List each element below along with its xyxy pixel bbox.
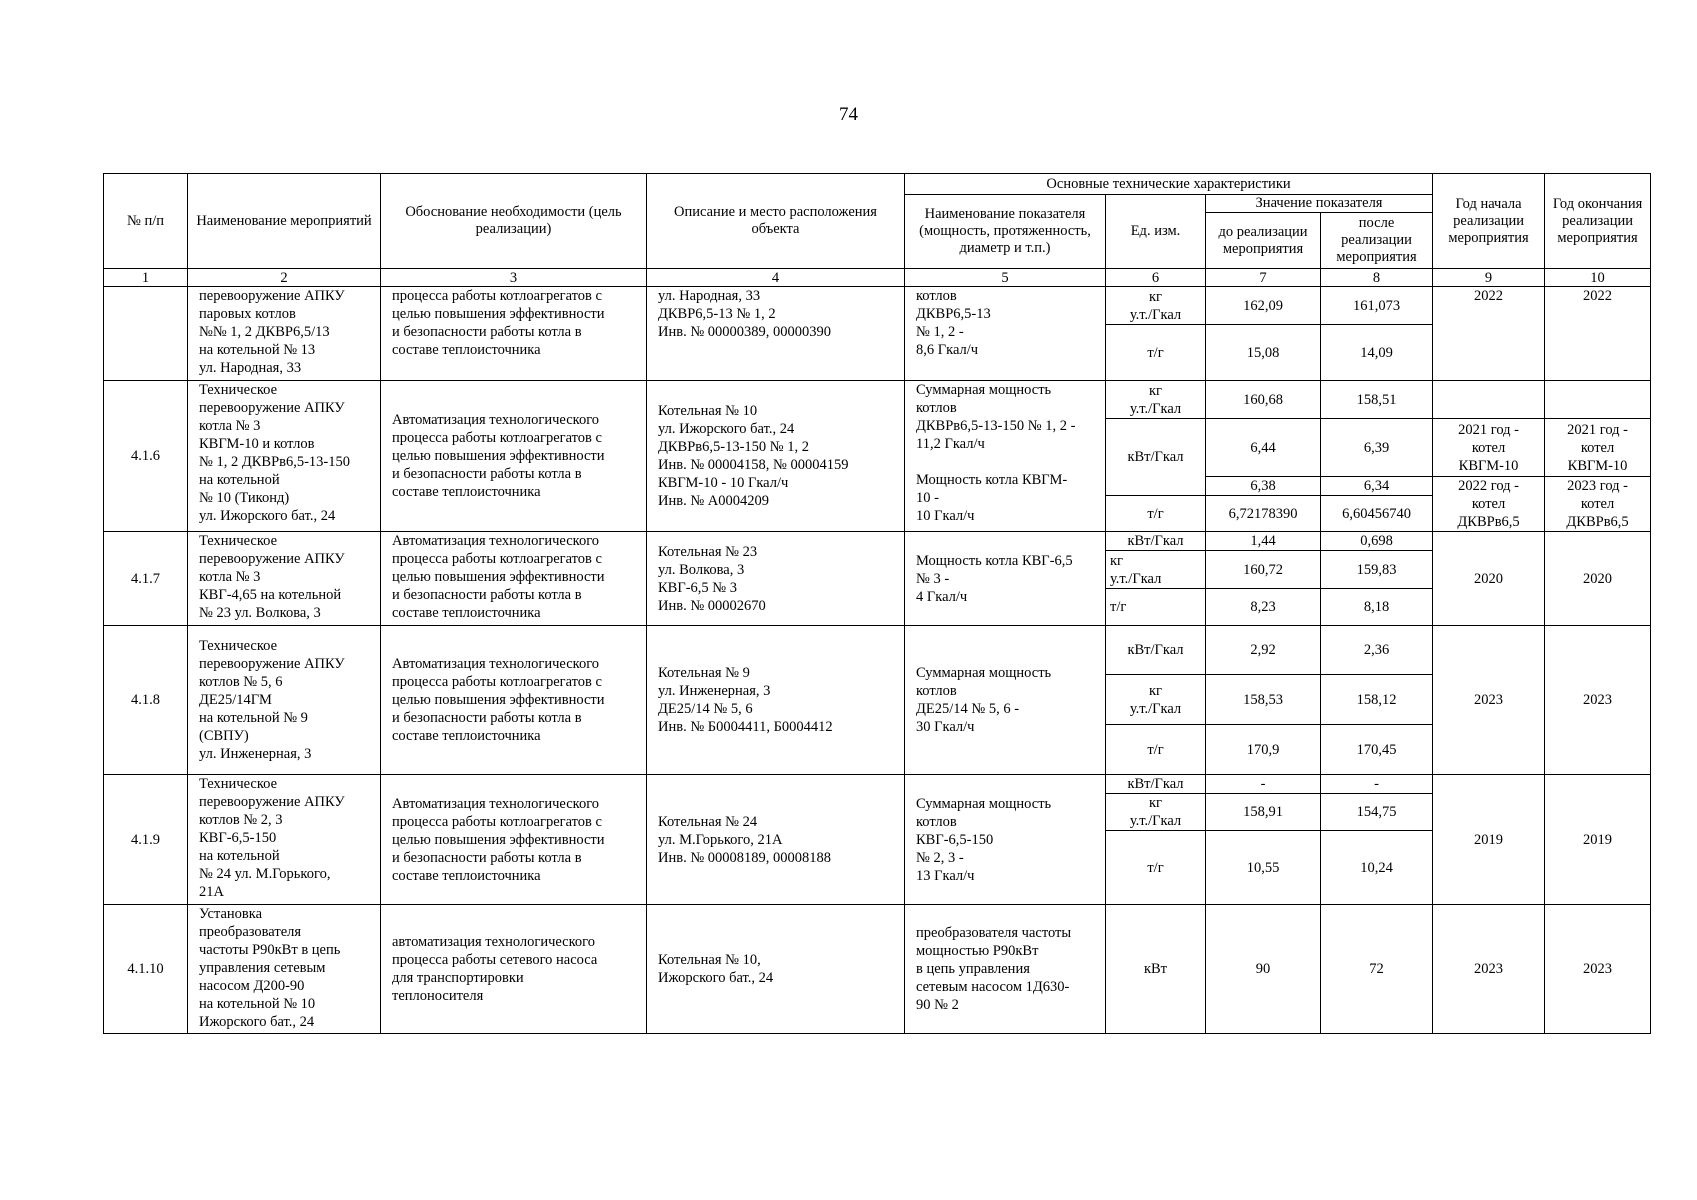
value-before: 15,08 <box>1206 325 1321 381</box>
unit: т/г <box>1106 325 1206 381</box>
indicator-name: преобразователя частоты мощностью Р90кВт в цепь управления сетевым насосом 1Д630- 90 № 2 <box>905 905 1106 1034</box>
unit: кВт/Гкал <box>1106 419 1206 496</box>
value-after: 158,51 <box>1321 381 1433 419</box>
unit: кВт/Гкал <box>1106 532 1206 551</box>
value-before: 170,9 <box>1206 725 1321 775</box>
header-unit: Ед. изм. <box>1106 195 1206 269</box>
object-description: Котельная № 10, Ижорского бат., 24 <box>647 905 905 1034</box>
column-number: 3 <box>381 269 647 287</box>
value-before: 162,09 <box>1206 287 1321 325</box>
header-main-tech: Основные технические характеристики <box>905 174 1433 195</box>
unit: т/г <box>1106 496 1206 532</box>
header-description: Описание и место расположения объекта <box>647 174 905 269</box>
value-after: 170,45 <box>1321 725 1433 775</box>
header-year-start: Год начала реализации мероприятия <box>1433 174 1545 269</box>
indicator-name: Суммарная мощность котлов ДЕ25/14 № 5, 6 - 30 Гкал/ч <box>905 626 1106 775</box>
header-value: Значение показателя <box>1206 195 1433 213</box>
value-before: 158,53 <box>1206 675 1321 725</box>
year-start: 2023 <box>1433 905 1545 1034</box>
year-start: 2023 <box>1433 626 1545 775</box>
header-year-end: Год окончания реализации мероприятия <box>1545 174 1651 269</box>
column-number: 10 <box>1545 269 1651 287</box>
table-row <box>104 775 1651 794</box>
column-number: 6 <box>1106 269 1206 287</box>
column-number: 7 <box>1206 269 1321 287</box>
column-number: 4 <box>647 269 905 287</box>
year-start: 2022 <box>1433 287 1545 381</box>
column-number: 2 <box>188 269 381 287</box>
table-row <box>104 626 1651 675</box>
measure-name: Техническое перевооружение АПКУ котлов № 2, 3 КВГ-6,5-150 на котельной № 24 ул. М.Горького, 21А <box>188 775 381 905</box>
value-before: 8,23 <box>1206 589 1321 626</box>
value-before: 160,72 <box>1206 551 1321 589</box>
unit: кг у.т./Гкал <box>1106 287 1206 325</box>
value-before: 2,92 <box>1206 626 1321 675</box>
unit: т/г <box>1106 589 1206 626</box>
unit: кВт <box>1106 905 1206 1034</box>
unit: т/г <box>1106 831 1206 905</box>
table-row <box>104 381 1651 419</box>
header-indicator-name: Наименование показателя (мощность, протяженность, диаметр и т.п.) <box>905 195 1106 269</box>
value-before: 6,38 <box>1206 477 1321 496</box>
column-number: 1 <box>104 269 188 287</box>
unit: т/г <box>1106 725 1206 775</box>
value-before: - <box>1206 775 1321 794</box>
unit: кВт/Гкал <box>1106 775 1206 794</box>
year-start: 2022 год - котел ДКВРв6,5 <box>1433 477 1545 532</box>
table-row <box>104 287 1651 325</box>
year-end: 2021 год - котел КВГМ-10 <box>1545 419 1651 477</box>
year-end: 2020 <box>1545 532 1651 626</box>
value-before: 90 <box>1206 905 1321 1034</box>
value-before: 158,91 <box>1206 794 1321 831</box>
measure-reason: Автоматизация технологического процесса работы котлоагрегатов с целью повышения эффективности и безопасности работы котла в составе теплоисточника <box>381 532 647 626</box>
measure-name: Техническое перевооружение АПКУ котлов № 5, 6 ДЕ25/14ГМ на котельной № 9 (СВПУ) ул. Инженерная, 3 <box>188 626 381 775</box>
column-number: 5 <box>905 269 1106 287</box>
value-after: 159,83 <box>1321 551 1433 589</box>
value-after: 6,34 <box>1321 477 1433 496</box>
row-num: 4.1.8 <box>104 626 188 775</box>
object-description: Котельная № 23 ул. Волкова, 3 КВГ-6,5 № 3 Инв. № 00002670 <box>647 532 905 626</box>
year-start-empty <box>1433 381 1545 419</box>
object-description: ул. Народная, 33 ДКВР6,5-13 № 1, 2 Инв. № 00000389, 00000390 <box>647 287 905 381</box>
unit: кВт/Гкал <box>1106 626 1206 675</box>
year-start: 2019 <box>1433 775 1545 905</box>
value-after: 2,36 <box>1321 626 1433 675</box>
unit: кг у.т./Гкал <box>1106 551 1206 589</box>
value-after: 158,12 <box>1321 675 1433 725</box>
value-before: 1,44 <box>1206 532 1321 551</box>
row-num: 4.1.9 <box>104 775 188 905</box>
year-end: 2019 <box>1545 775 1651 905</box>
measure-name: Техническое перевооружение АПКУ котла № 3 КВГМ-10 и котлов № 1, 2 ДКВРв6,5-13-150 на котельной № 10 (Тиконд) ул. Ижорского бат., 24 <box>188 381 381 532</box>
row-num: 4.1.6 <box>104 381 188 532</box>
value-before: 6,72178390 <box>1206 496 1321 532</box>
value-after: 10,24 <box>1321 831 1433 905</box>
header-before: до реализации мероприятия <box>1206 213 1321 269</box>
column-number: 9 <box>1433 269 1545 287</box>
object-description: Котельная № 10 ул. Ижорского бат., 24 ДКВРв6,5-13-150 № 1, 2 Инв. № 00004158, № 00004159 КВГМ-10 - 10 Гкал/ч Инв. № А0004209 <box>647 381 905 532</box>
column-number: 8 <box>1321 269 1433 287</box>
measure-reason: процесса работы котлоагрегатов с целью повышения эффективности и безопасности работы котла в составе теплоисточника <box>381 287 647 381</box>
header-reason: Обоснование необходимости (цель реализации) <box>381 174 647 269</box>
indicator-name: Суммарная мощность котлов КВГ-6,5-150 № 2, 3 - 13 Гкал/ч <box>905 775 1106 905</box>
year-end: 2023 <box>1545 626 1651 775</box>
value-after: 6,60456740 <box>1321 496 1433 532</box>
indicator-name: котлов ДКВР6,5-13 № 1, 2 - 8,6 Гкал/ч <box>905 287 1106 381</box>
value-after: 154,75 <box>1321 794 1433 831</box>
measure-name: перевооружение АПКУ паровых котлов №№ 1, 2 ДКВР6,5/13 на котельной № 13 ул. Народная, 33 <box>188 287 381 381</box>
measure-reason: Автоматизация технологического процесса работы котлоагрегатов с целью повышения эффективности и безопасности работы котла в составе теплоисточника <box>381 775 647 905</box>
unit: кг у.т./Гкал <box>1106 675 1206 725</box>
value-after: 14,09 <box>1321 325 1433 381</box>
table-row <box>104 905 1651 1034</box>
row-num <box>104 287 188 381</box>
object-description: Котельная № 24 ул. М.Горького, 21А Инв. № 00008189, 00008188 <box>647 775 905 905</box>
object-description: Котельная № 9 ул. Инженерная, 3 ДЕ25/14 № 5, 6 Инв. № Б0004411, Б0004412 <box>647 626 905 775</box>
header-after: после реализации мероприятия <box>1321 213 1433 269</box>
measure-name: Техническое перевооружение АПКУ котла № 3 КВГ-4,65 на котельной № 23 ул. Волкова, 3 <box>188 532 381 626</box>
measures-table <box>103 173 1651 1034</box>
header-num: № п/п <box>104 174 188 269</box>
year-start: 2020 <box>1433 532 1545 626</box>
measure-name: Установка преобразователя частоты Р90кВт в цепь управления сетевым насосом Д200-90 на котельной № 10 Ижорского бат., 24 <box>188 905 381 1034</box>
value-after: 6,39 <box>1321 419 1433 477</box>
measure-reason: автоматизация технологического процесса работы сетевого насоса для транспортировки теплоносителя <box>381 905 647 1034</box>
column-number-row <box>104 269 1651 287</box>
value-after: 8,18 <box>1321 589 1433 626</box>
value-after: 0,698 <box>1321 532 1433 551</box>
measure-reason: Автоматизация технологического процесса работы котлоагрегатов с целью повышения эффективности и безопасности работы котла в составе теплоисточника <box>381 626 647 775</box>
year-start: 2021 год - котел КВГМ-10 <box>1433 419 1545 477</box>
year-end: 2023 <box>1545 905 1651 1034</box>
table-row <box>104 532 1651 551</box>
value-before: 6,44 <box>1206 419 1321 477</box>
header-name: Наименование мероприятий <box>188 174 381 269</box>
row-num: 4.1.7 <box>104 532 188 626</box>
value-after: - <box>1321 775 1433 794</box>
value-after: 72 <box>1321 905 1433 1034</box>
row-num: 4.1.10 <box>104 905 188 1034</box>
value-before: 10,55 <box>1206 831 1321 905</box>
year-end-empty <box>1545 381 1651 419</box>
measure-reason: Автоматизация технологического процесса работы котлоагрегатов с целью повышения эффективности и безопасности работы котла в составе теплоисточника <box>381 381 647 532</box>
indicator-name: Мощность котла КВГ-6,5 № 3 - 4 Гкал/ч <box>905 532 1106 626</box>
indicator-name: Суммарная мощность котлов ДКВРв6,5-13-150 № 1, 2 - 11,2 Гкал/ч Мощность котла КВГМ- 10 - 10 Гкал/ч <box>905 381 1106 532</box>
value-after: 161,073 <box>1321 287 1433 325</box>
page-number: 74 <box>839 104 858 125</box>
unit: кг у.т./Гкал <box>1106 381 1206 419</box>
year-end: 2022 <box>1545 287 1651 381</box>
unit: кг у.т./Гкал <box>1106 794 1206 831</box>
value-before: 160,68 <box>1206 381 1321 419</box>
year-end: 2023 год - котел ДКВРв6,5 <box>1545 477 1651 532</box>
